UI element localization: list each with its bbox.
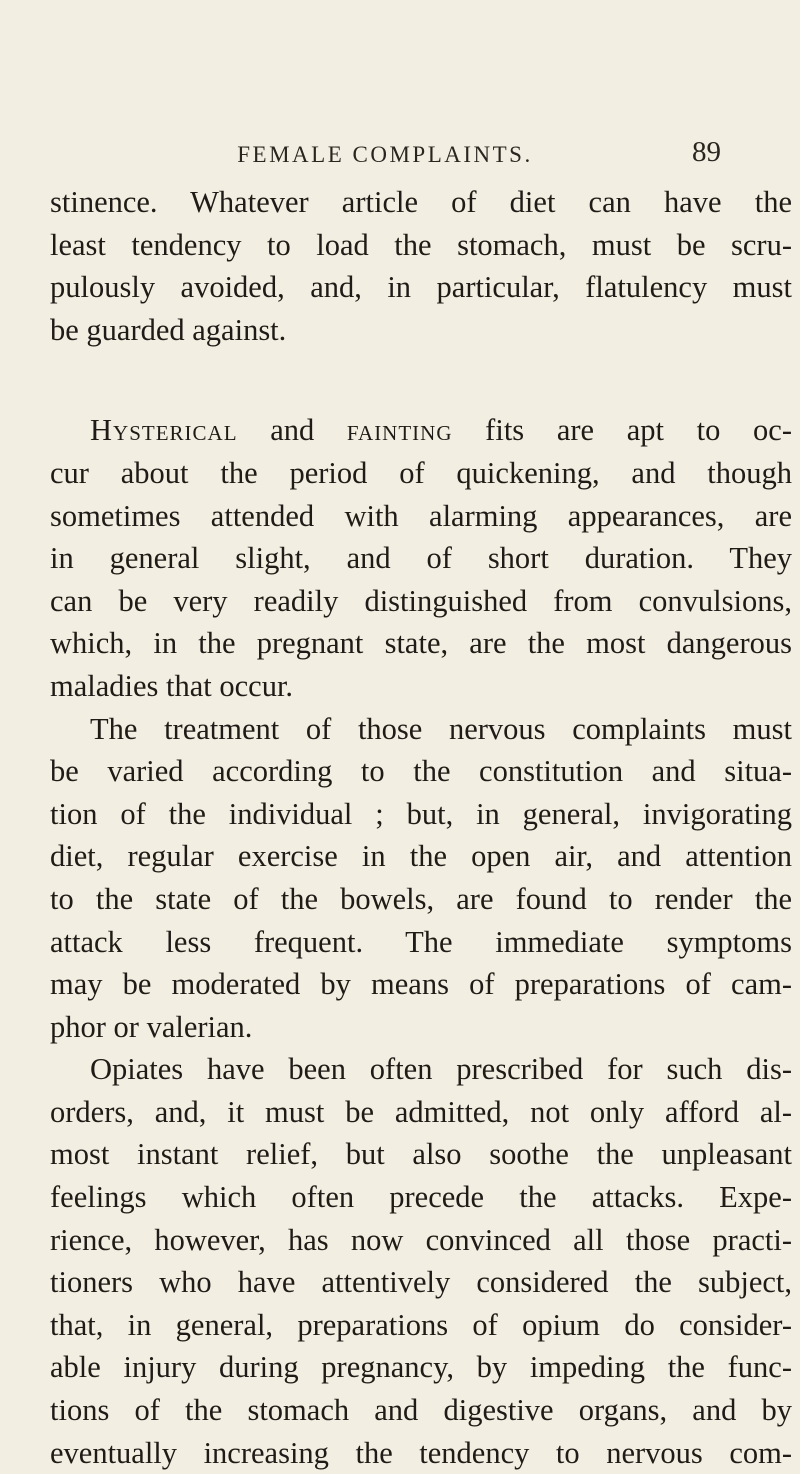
text-line: which, in the pregnant state, are the most dangerous xyxy=(50,626,792,661)
text-line: tions of the stomach and digestive organs, and by xyxy=(50,1393,792,1428)
text-line: attack less frequent. The immediate symptoms xyxy=(50,924,792,959)
text-line: diet, regular exercise in the open air, and attention xyxy=(50,839,792,874)
text-line: that, in general, preparations of opium do consider- xyxy=(50,1307,792,1342)
page-number: 89 xyxy=(692,136,721,168)
lead-connector: and xyxy=(237,413,347,448)
text-line xyxy=(50,409,792,452)
text-line: sometimes attended with alarming appearances, are xyxy=(50,498,792,533)
lead-word: Hysterical xyxy=(90,413,238,448)
text-line: most instant relief, but also soothe the unpleasant xyxy=(50,1137,792,1172)
paragraph-3 xyxy=(50,708,792,1049)
text-line: eventually increasing the tendency to nervous com- xyxy=(50,1435,792,1470)
text-line: stinence. Whatever article of diet can have the xyxy=(50,185,792,219)
text-line: be varied according to the constitution and situa- xyxy=(50,754,792,789)
lead-word-2: fainting xyxy=(346,413,453,448)
paragraph-gap xyxy=(50,351,792,409)
text-line: rience, however, has now convinced all those practi- xyxy=(50,1222,792,1257)
text-line: can be very readily distinguished from convulsions, xyxy=(50,583,792,618)
paragraph-4 xyxy=(50,1048,792,1474)
body-text xyxy=(50,181,792,1474)
text-line: in general slight, and of short duration. They xyxy=(50,541,792,576)
text-line: pulously avoided, and, in particular, flatulency must xyxy=(50,270,792,305)
text-line: phor or valerian. xyxy=(50,1009,253,1044)
text-line: able injury during pregnancy, by impeding the func- xyxy=(50,1350,792,1385)
text-line: be guarded against. xyxy=(50,312,287,347)
paragraph-2 xyxy=(50,409,792,707)
text-line: cur about the period of quickening, and though xyxy=(50,455,792,490)
text-line: maladies that occur. xyxy=(50,668,294,703)
text-line: least tendency to load the stomach, must be scru- xyxy=(50,227,792,262)
text-line: tioners who have attentively considered the subject, xyxy=(50,1265,792,1300)
text-line: tion of the individual ; but, in general, invigorating xyxy=(50,796,792,831)
running-head-title: FEMALE COMPLAINTS. xyxy=(237,142,533,167)
text-line: The treatment of those nervous complaints must xyxy=(90,711,792,746)
text-line: Opiates have been often prescribed for such dis- xyxy=(90,1052,792,1087)
text-line: may be moderated by means of preparations of cam- xyxy=(50,967,792,1002)
lead-rest: fits are apt to oc- xyxy=(452,413,792,448)
paragraph-1 xyxy=(50,181,792,351)
text-line: feelings which often precede the attacks. Expe- xyxy=(50,1180,792,1215)
text-line: to the state of the bowels, are found to render the xyxy=(50,881,792,916)
text-line: orders, and, it must be admitted, not only afford al- xyxy=(50,1094,792,1129)
